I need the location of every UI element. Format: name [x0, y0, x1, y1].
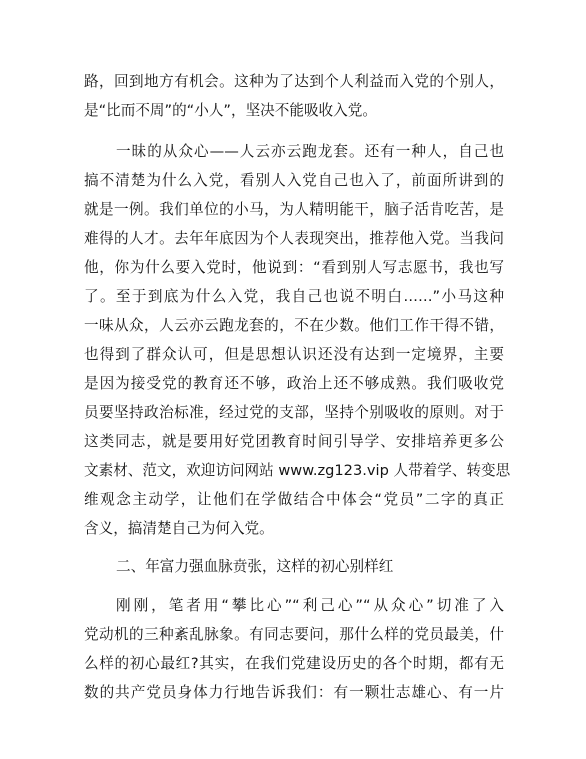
text-line: 文素材、范文，欢迎访问网站 www.zg123.vip 人带着学、转变思: [84, 462, 511, 479]
text-line: 是“比而不周”的“小人”，坚决不能吸收入党。: [84, 102, 377, 119]
text-line: 一味从众，人云亦云跑龙套的，不在少数。他们工作干得不错，: [84, 317, 504, 334]
text-line: 也得到了群众认可，但是思想认识还没有达到一定境界，主要: [84, 346, 504, 363]
text-line: 一昧的从众心——人云亦云跑龙套。还有一种人，自己也: [116, 143, 504, 160]
text-line: 党动机的三种紊乱脉象。有同志要问，那什么样的党员最美，什: [84, 626, 504, 643]
text-line: 就是一例。我们单位的小马，为人精明能干，脑子活肯吃苦，是: [84, 201, 504, 218]
text-line: 了。至于到底为什么入党，我自己也说不明白……”小马这种: [84, 288, 504, 305]
text-line: 刚刚，笔者用“攀比心”“利己心”“从众心”切准了入: [116, 597, 504, 614]
text-line: 数的共产党员身体力行地告诉我们：有一颗壮志雄心、有一片: [84, 684, 504, 701]
text-line: 这类同志，就是要用好党团教育时间引导学、安排培养更多公: [84, 433, 504, 450]
text-line: 么样的初心最红?其实，在我们党建设历史的各个时期，都有无: [84, 655, 504, 672]
text-line: 搞不清楚为什么入党，看别人入党自己也入了，前面所讲到的: [84, 172, 504, 189]
text-line: 难得的人才。去年年底因为个人表现突出，推荐他入党。当我问: [84, 230, 504, 247]
text-line: 维观念主动学，让他们在学做结合中体会“党员”二字的真正: [84, 491, 504, 508]
text-line: 含义，搞清楚自己为何入党。: [84, 520, 274, 537]
text-line: 路，回到地方有机会。这种为了达到个人利益而入党的个别人，: [84, 73, 504, 90]
section-heading: 二、年富力强血脉贲张，这样的初心别样红: [116, 558, 394, 575]
text-line: 他，你为什么要入党时，他说到：“看到别人写志愿书，我也写: [84, 259, 504, 276]
text-line: 是因为接受党的教育还不够，政治上还不够成熟。我们吸收党: [84, 375, 504, 392]
text-line: 员要坚持政治标准，经过党的支部，坚持个别吸收的原则。对于: [84, 404, 504, 421]
